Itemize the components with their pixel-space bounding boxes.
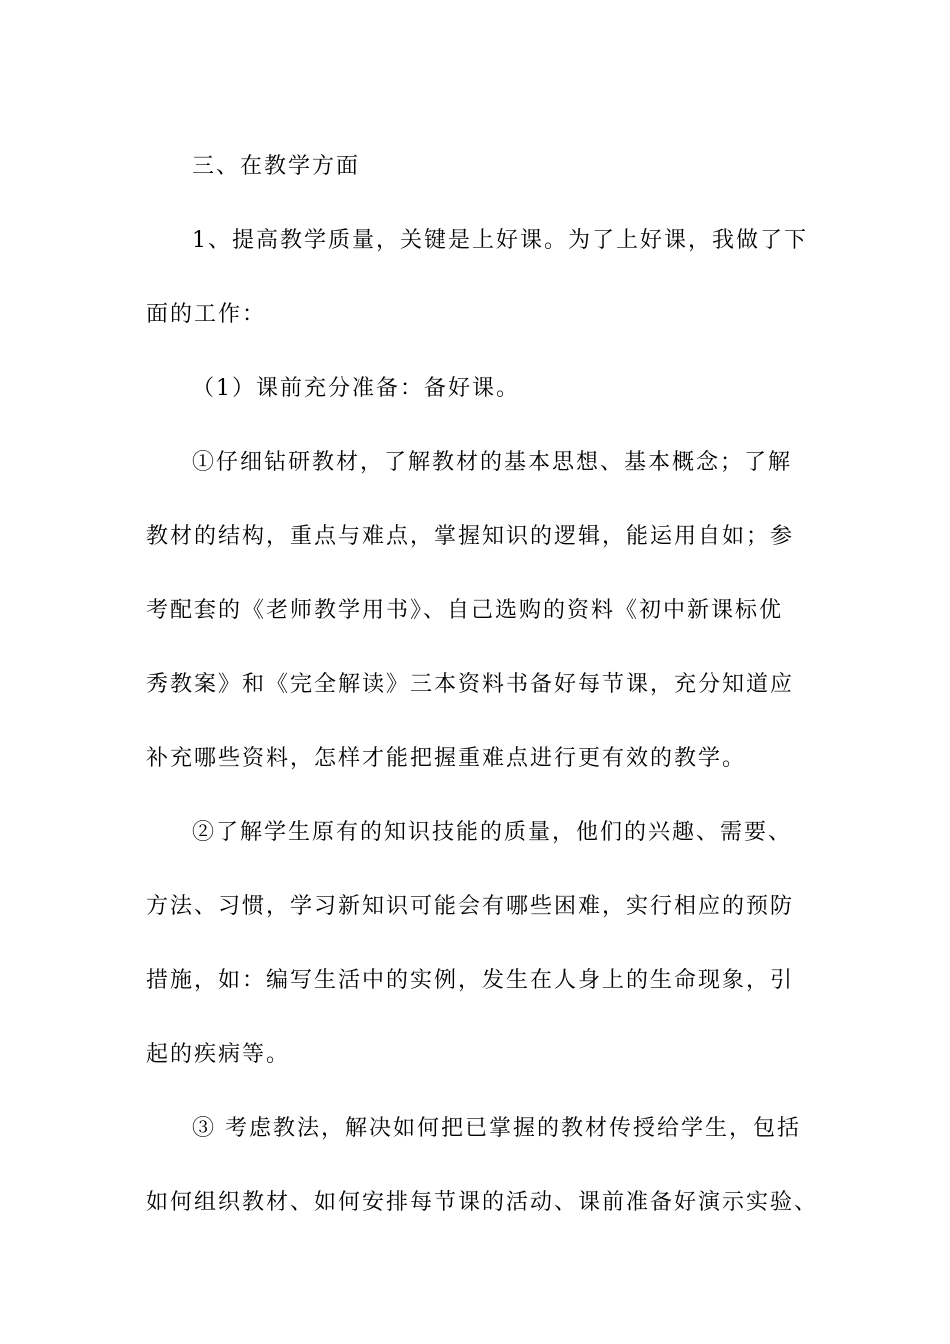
paragraph-line: 面的工作： xyxy=(146,302,267,327)
paragraph-line: 考配套的《老师教学用书》、自己选购的资料《初中新课标优 xyxy=(146,598,784,623)
subheading-line: （1）课前充分准备：备好课。 xyxy=(192,376,520,401)
paragraph-line: ①仔细钻研教材，了解教材的基本思想、基本概念；了解 xyxy=(192,450,793,475)
paragraph-line: 教材的结构，重点与难点，掌握知识的逻辑，能运用自如；参 xyxy=(146,524,795,549)
paragraph-line: 秀教案》和《完全解读》三本资料书备好每节课，充分知道应 xyxy=(146,672,795,697)
paragraph-line: ②了解学生原有的知识技能的质量，他们的兴趣、需要、 xyxy=(192,820,793,845)
document-body xyxy=(146,130,819,1240)
paragraph-line: 补充哪些资料，怎样才能把握重难点进行更有效的教学。 xyxy=(146,746,747,771)
paragraph-line: 措施，如：编写生活中的实例，发生在人身上的生命现象，引 xyxy=(146,968,795,993)
paragraph-line: 如何组织教材、如何安排每节课的活动、课前准备好演示实验、 xyxy=(146,1190,819,1215)
paragraph-line: 方法、习惯，学习新知识可能会有哪些困难，实行相应的预防 xyxy=(146,894,795,919)
paragraph-line: 1、提高教学质量，关键是上好课。为了上好课，我做了下 xyxy=(192,228,808,253)
section-heading: 三、在教学方面 xyxy=(192,154,361,179)
paragraph-line: ③ 考虑教法，解决如何把已掌握的教材传授给学生，包括 xyxy=(192,1116,801,1141)
paragraph-line: 起的疾病等。 xyxy=(146,1042,291,1067)
